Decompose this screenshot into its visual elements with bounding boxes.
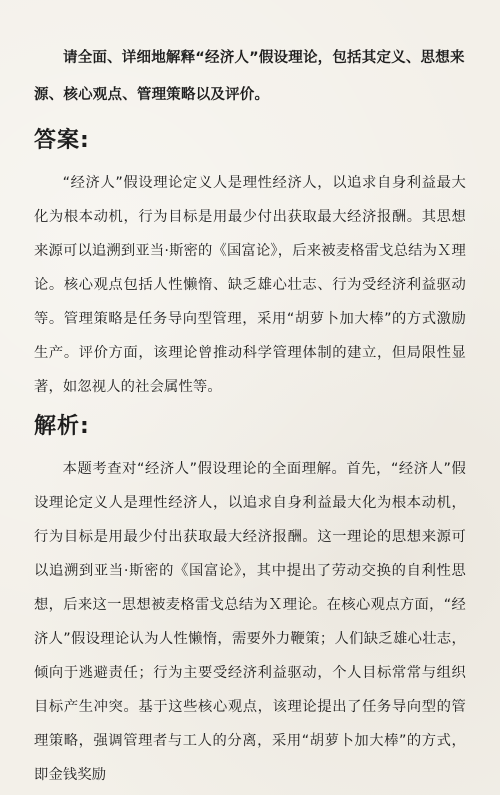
analysis-paragraph: 本题考查对“经济人”假设理论的全面理解。首先，“经济人”假设理论定义人是理性经济人，以追求自身利益最大化为根本动机，行为目标是用最少付出获取最大经济报酬。这一理论的思想来源可以追溯到亚当·斯密的《国富论》，其中提出了劳动交换的自利性思想，后来这一思想被麦格雷戈总结为Ｘ理论。在核心观点方面，“经济人”假设理论认为人性懒惰，需要外力鞭策；人们缺乏雄心壮志，倾向于逃避责任；行为主要受经济利益驱动，个人目标常常与组织目标产生冲突。基于这些核心观点，该理论提出了任务导向型的管理策略，强调管理者与工人的分离，采用“胡萝卜加大棒”的方式，即金钱奖励 (34, 461, 466, 783)
answer-paragraph: “经济人”假设理论定义人是理性经济人，以追求自身利益最大化为根本动机，行为目标是用最少付出获取最大经济报酬。其思想来源可以追溯到亚当·斯密的《国富论》，后来被麦格雷戈总结为Ｘ理论。核心观点包括人性懒惰、缺乏雄心壮志、行为受经济利益驱动等。管理策略是任务导向型管理，采用“胡萝卜加大棒”的方式激励生产。评价方面，该理论曾推动科学管理体制的建立，但局限性显著，如忽视人的社会属性等。 (34, 175, 466, 395)
question-text: 请全面、详细地解释“经济人”假设理论，包括其定义、思想来源、核心观点、管理策略以及评价。 (34, 50, 465, 103)
answer-heading: 答案: (34, 128, 90, 153)
analysis-heading: 解析: (34, 414, 90, 439)
